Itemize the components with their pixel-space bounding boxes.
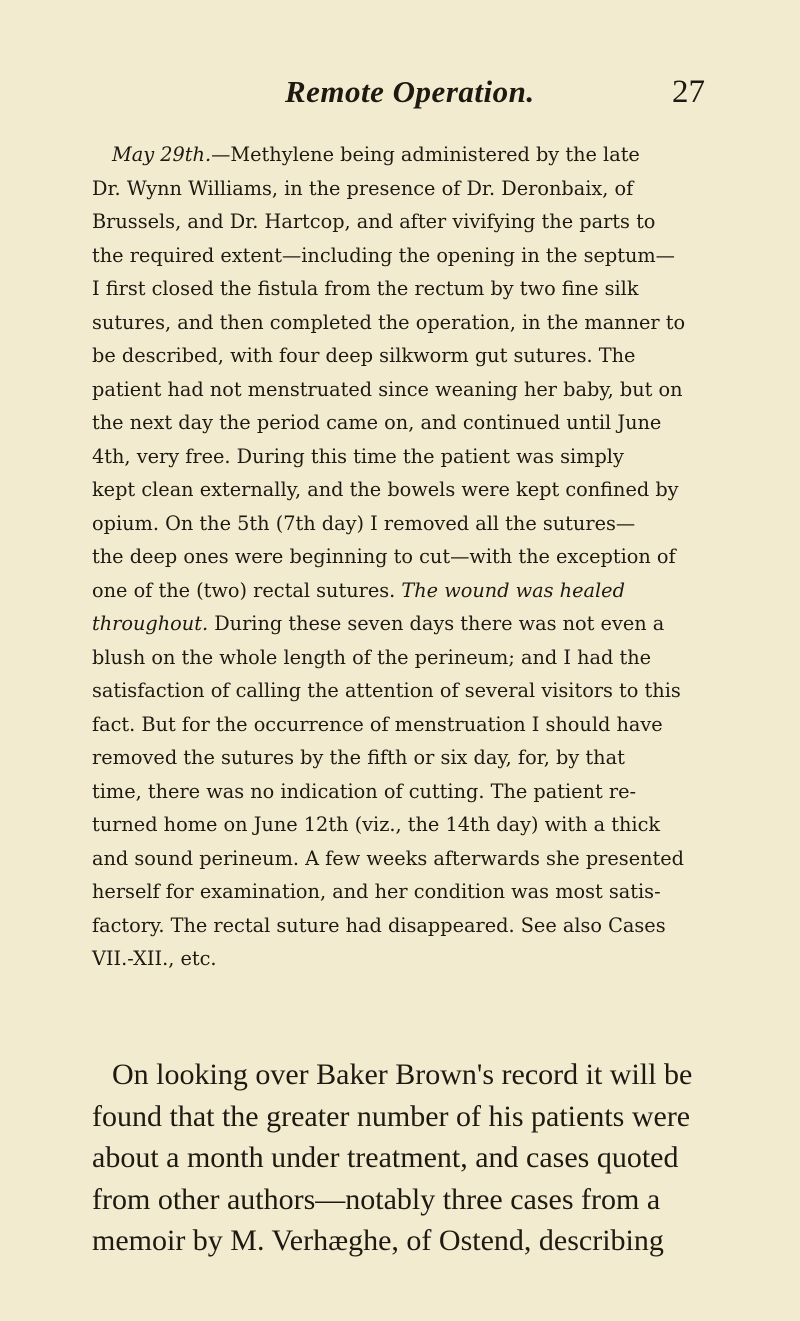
text-line: herself for examination, and her condition was most satis- [92,880,661,903]
text-line: opium. On the 5th (7th day) I removed all the sutures— [92,511,636,535]
text-line: the deep ones were beginning to cut—with the exception of [92,545,676,568]
emphasis-text: throughout. [92,612,209,635]
running-title: Remote Operation. [285,74,535,109]
text-line: May 29th.—Methylene being administered by the late [112,143,640,166]
text-line: about a month under treatment, and cases quoted [92,1141,679,1174]
text-line: fact. But for the occurrence of menstruation I should have [92,712,663,736]
text-line: the required extent—including the opening in the septum— [92,243,675,267]
text-line: VII.-XII., etc. [92,947,217,970]
text-line: one of the (two) rectal sutures. The wound was healed [92,578,625,602]
text-line: I first closed the fistula from the rectum by two fine silk [92,277,639,300]
text-line: time, there was no indication of cutting. The patient re- [92,779,637,803]
text-line: 4th, very free. During this time the patient was simply [92,444,624,468]
text-line: be described, with four deep silkworm gut sutures. The [92,344,636,367]
text-line: removed the sutures by the fifth or six day, for, by that [92,746,625,769]
text-line: turned home on June 12th (viz., the 14th day) with a thick [92,813,661,836]
text-line: from other authors—notably three cases from a [92,1182,661,1216]
text-line: throughout. During these seven days there was not even a [92,612,665,635]
text-line: On looking over Baker Brown's record it will be [112,1058,693,1091]
text-line: sutures, and then completed the operation, in the manner to [92,310,686,334]
text-line: the next day the period came on, and continued until June [92,411,662,434]
text-line: blush on the whole length of the perineum; and I had the [92,645,652,669]
text-line: patient had not menstruated since weaning her baby, but on [92,377,683,401]
text-line: found that the greater number of his patients were [92,1099,691,1133]
emphasis-text: The wound was healed [401,578,625,602]
text-line: factory. The rectal suture had disappeared. See also Cases [92,913,666,937]
page-header [0,72,800,122]
page-number: 27 [672,74,705,110]
text-line: Dr. Wynn Williams, in the presence of Dr. Deronbaix, of [92,176,634,200]
text-line: kept clean externally, and the bowels were kept confined by [92,478,679,501]
date-label: May 29th. [112,143,212,166]
text-line: satisfaction of calling the attention of several visitors to this [92,679,681,702]
text-line: Brussels, and Dr. Hartcop, and after vivifying the parts to [92,210,656,233]
text-line: memoir by M. Verhæghe, of Ostend, describing [92,1224,664,1257]
text-line: and sound perineum. A few weeks afterwards she presented [92,846,685,870]
